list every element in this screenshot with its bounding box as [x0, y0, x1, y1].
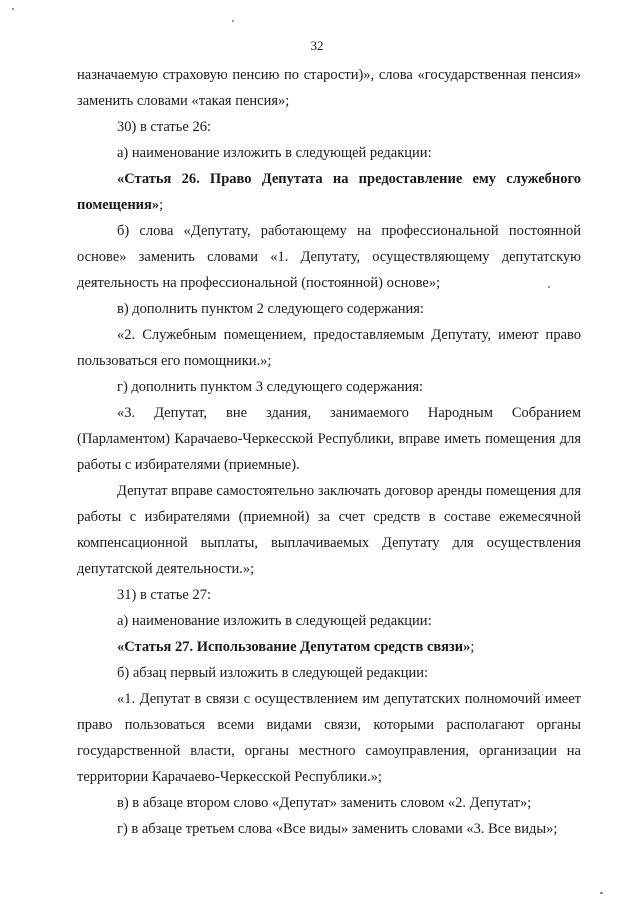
item-a-title-edit-27: а) наименование изложить в следующей редакции: — [117, 613, 432, 629]
article-27-title-tail: ; — [470, 639, 475, 655]
item-g-add-point-3: г) дополнить пунктом 3 следующего содержания: — [117, 379, 424, 395]
item-v-add-point-2: в) дополнить пунктом 2 следующего содержания: — [117, 301, 424, 317]
item-b-words-replace: б) слова «Депутату, работающему на профессиональной постоянной основе» заменить словами «1. Депутату, осуществляющему депутатскую деятельность на профессиональной (постоянной) основе»; — [77, 223, 581, 291]
scan-speck — [12, 8, 14, 10]
page-number: 32 — [310, 38, 324, 53]
point-2-text: «2. Служебным помещением, предоставляемым Депутату, имеют право пользоваться его помощники.»; — [77, 327, 581, 369]
article-27-title-paragraph — [77, 634, 581, 660]
point-3-text: «3. Депутат, вне здания, занимаемого Народным Собранием (Парламентом) Карачаево-Черкесской Республики, вправе иметь помещения для работы с избирателями (приемные). — [77, 405, 581, 473]
paragraph-pension-replacement: назначаемую страховую пенсию по старости)», слова «государственная пенсия» заменить словами «такая пенсия»; — [77, 67, 581, 109]
item-30-article-26: 30) в статье 26: — [117, 119, 211, 135]
item-v-second-paragraph: в) в абзаце втором слово «Депутат» заменить словом «2. Депутат»; — [117, 795, 532, 811]
item-a-title-edit: а) наименование изложить в следующей редакции: — [117, 145, 432, 161]
document-body — [77, 62, 581, 842]
lease-paragraph: Депутат вправе самостоятельно заключать договор аренды помещения для работы с избирателями (приемной) за счет средств в составе ежемесячной компенсационной выплаты, выплачиваемых Депутату для осуществления депутатской деятельности.»; — [77, 483, 581, 577]
item-b-first-paragraph: б) абзац первый изложить в следующей редакции: — [117, 665, 429, 681]
scan-speck — [232, 20, 234, 22]
scan-speck — [600, 892, 603, 894]
article-27-title: «Статья 27. Использование Депутатом средств связи» — [117, 639, 471, 655]
scan-speck — [548, 286, 550, 288]
point-1-communications: «1. Депутат в связи с осуществлением им депутатских полномочий имеет право пользоваться всеми видами связи, которыми располагают органы государственной власти, органы местного самоуправления, организации на территории Карачаево-Черкесской Республики.»; — [77, 691, 581, 785]
article-26-title: «Статья 26. Право Депутата на предоставление ему служебного помещения» — [77, 171, 581, 213]
item-31-article-27: 31) в статье 27: — [117, 587, 211, 603]
item-g-third-paragraph: г) в абзаце третьем слова «Все виды» заменить словами «3. Все виды»; — [117, 821, 558, 837]
article-26-title-paragraph — [77, 166, 581, 218]
article-26-title-tail: ; — [159, 197, 164, 213]
